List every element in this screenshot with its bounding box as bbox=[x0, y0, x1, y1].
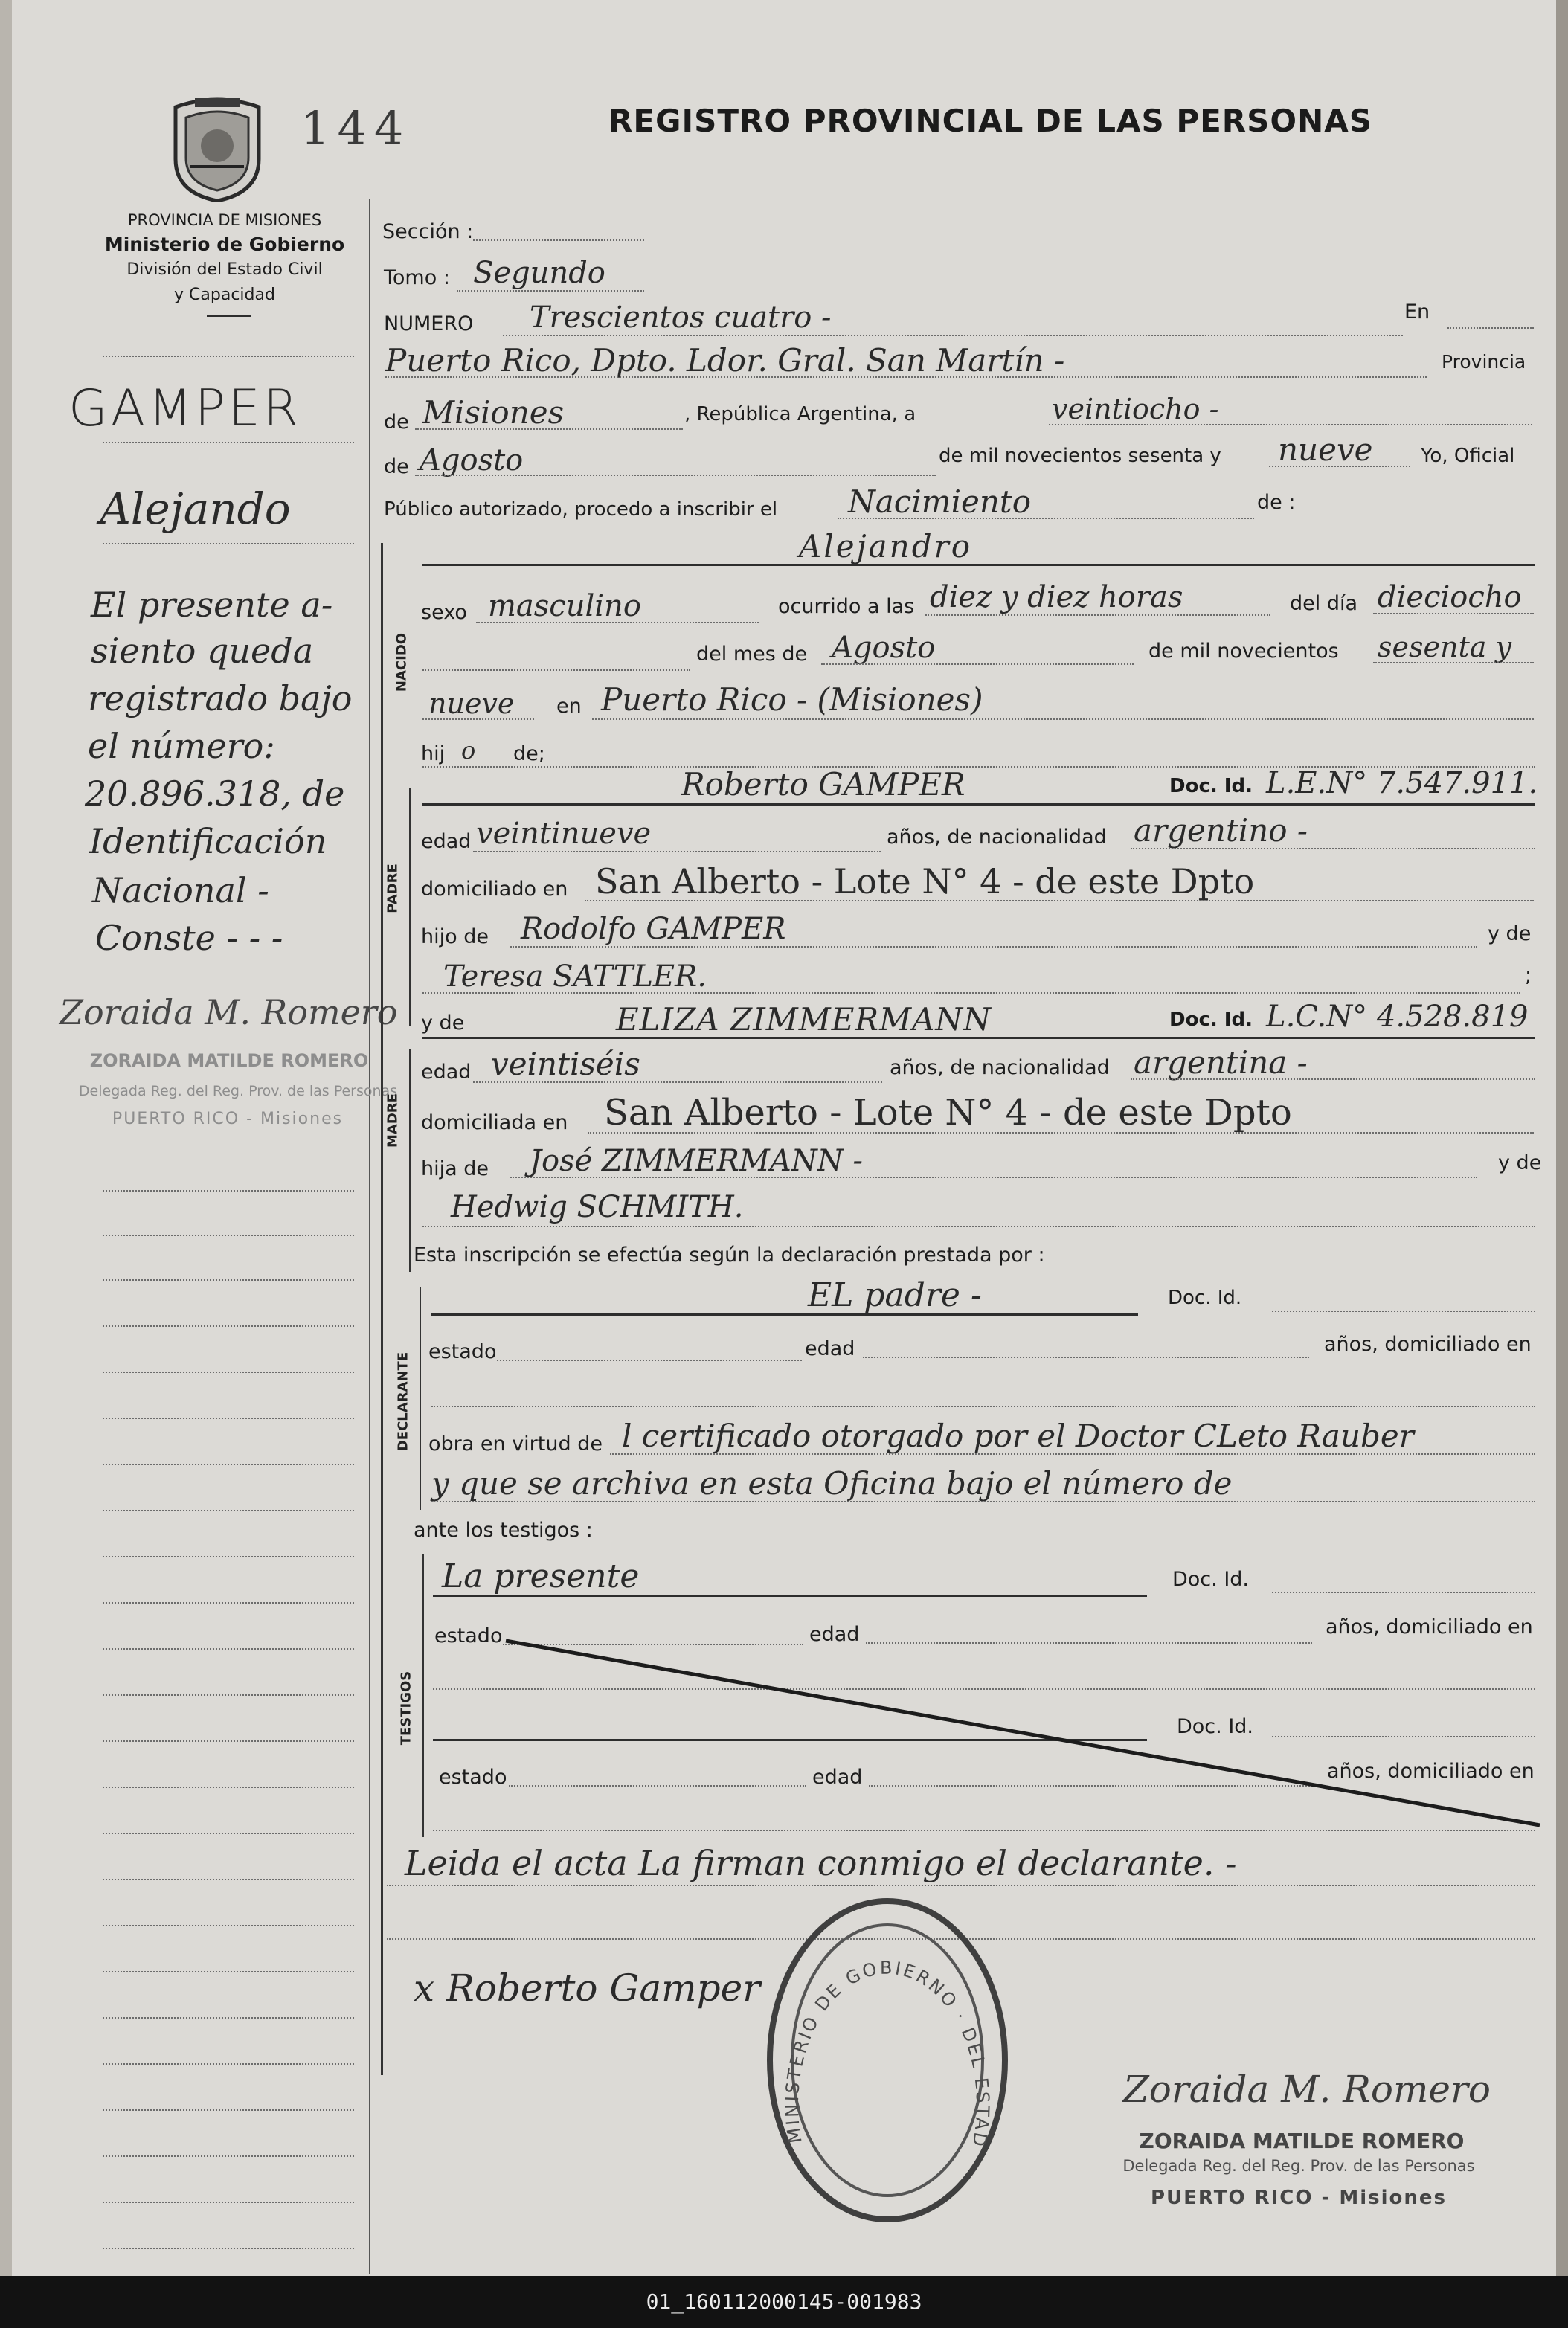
office-line-3: División del Estado Civil bbox=[126, 260, 323, 279]
act-value: Nacimiento bbox=[848, 483, 1032, 520]
margin-note-1: El presente a- bbox=[91, 585, 333, 625]
margin-note-7: Nacional - bbox=[92, 870, 269, 910]
obra-label: obra en virtud de bbox=[428, 1433, 603, 1456]
declarante-doc-label: Doc. Id. bbox=[1168, 1287, 1242, 1309]
office-line-4: y Capacidad bbox=[174, 286, 275, 304]
padre-doc-label: Doc. Id. bbox=[1169, 775, 1253, 797]
closing-statement: Leida el acta La firman conmigo el declarante. - bbox=[405, 1843, 1237, 1883]
anio-label: de mil novecientos bbox=[1148, 640, 1339, 663]
margin-signature: Zoraida M. Romero bbox=[60, 992, 398, 1032]
margin-surname: GAMPER bbox=[68, 379, 302, 438]
padre-name: Roberto GAMPER bbox=[681, 766, 965, 803]
margin-stamp-line-2: Delegada Reg. del Reg. Prov. de las Personas bbox=[78, 1083, 398, 1099]
mes-value: Agosto bbox=[832, 631, 936, 665]
margin-note-5: 20.896.318, de bbox=[85, 774, 345, 814]
testigos-intro: ante los testigos : bbox=[414, 1519, 593, 1542]
madre-father-value: José ZIMMERMANN - bbox=[530, 1144, 863, 1178]
hij-value: o bbox=[461, 736, 476, 765]
margin-note-6: Identificación bbox=[89, 821, 327, 861]
padre-dom-value: San Alberto - Lote N° 4 - de este Dpto bbox=[595, 861, 1255, 901]
padre-mother-value: Teresa SATTLER. bbox=[443, 959, 707, 994]
image-id-text: 01_160112000145-001983 bbox=[646, 2289, 922, 2314]
provincia-label: Provincia bbox=[1442, 351, 1526, 373]
madre-doc-value: L.C.N° 4.528.819 bbox=[1266, 1000, 1529, 1034]
testigos-doc-label: Doc. Id. bbox=[1172, 1568, 1250, 1591]
testigos-edad-label-2: edad bbox=[812, 1766, 863, 1789]
numero-label: NUMERO bbox=[384, 312, 474, 335]
padre-edad-label: edad bbox=[421, 830, 472, 853]
lugar-value: Puerto Rico - (Misiones) bbox=[601, 681, 983, 718]
page-number: 144 bbox=[301, 101, 411, 155]
padre-doc-value: L.E.N° 7.547.911. bbox=[1266, 766, 1538, 800]
sexo-label: sexo bbox=[421, 601, 467, 624]
child-name: Alejandro bbox=[799, 528, 972, 565]
hour-value: diez y diez horas bbox=[930, 580, 1183, 614]
sexo-value: masculino bbox=[488, 589, 641, 623]
image-id-footer bbox=[0, 2276, 1568, 2328]
seccion-label: Sección : bbox=[382, 220, 474, 243]
obra-value-2: y que se archiva en esta Oficina bajo el número de bbox=[431, 1465, 1233, 1502]
de-colon-label: de : bbox=[1257, 491, 1296, 514]
testigos-doc-label-2: Doc. Id. bbox=[1177, 1715, 1254, 1738]
anio-value-2: nueve bbox=[428, 687, 515, 720]
margin-stamp-line-1: ZORAIDA MATILDE ROMERO bbox=[89, 1050, 369, 1071]
testigos-estado-label-2: estado bbox=[439, 1766, 507, 1789]
officer-stamp-line-1: ZORAIDA MATILDE ROMERO bbox=[1139, 2129, 1465, 2153]
province-value: Misiones bbox=[422, 394, 565, 431]
testigos-estado-label: estado bbox=[434, 1624, 503, 1647]
de-label: de bbox=[384, 411, 409, 434]
padre-dom-label: domiciliado en bbox=[421, 878, 568, 901]
madre-section-label: MADRE bbox=[385, 1093, 401, 1148]
declarante-intro: Esta inscripción se efectúa según la declaración prestada por : bbox=[414, 1244, 1045, 1267]
margin-note-3: registrado bajo bbox=[88, 678, 353, 718]
declarante-name: EL padre - bbox=[808, 1276, 982, 1314]
declarante-estado-label: estado bbox=[428, 1340, 497, 1363]
round-stamp-text: MINISTERIO DE GOBIERNO · DEL ESTAD bbox=[781, 1957, 994, 2150]
tomo-label: Tomo : bbox=[384, 266, 450, 289]
madre-nac-label: años, de nacionalidad bbox=[890, 1056, 1110, 1079]
margin-note-4: el número: bbox=[88, 726, 275, 766]
tomo-value: Segundo bbox=[473, 256, 605, 290]
padre-nac-label: años, de nacionalidad bbox=[887, 826, 1107, 849]
madre-doc-label: Doc. Id. bbox=[1169, 1009, 1253, 1031]
testigos-section-label: TESTIGOS bbox=[398, 1671, 414, 1746]
anio-value-1: sesenta y bbox=[1378, 631, 1511, 663]
dia-value: dieciocho bbox=[1378, 580, 1522, 614]
madre-yde2-label: y de bbox=[1498, 1151, 1542, 1174]
madre-hija-label: hija de bbox=[421, 1157, 489, 1180]
month-value: Agosto bbox=[420, 443, 524, 478]
year-label: de mil novecientos sesenta y bbox=[939, 445, 1221, 467]
madre-dom-label: domiciliada en bbox=[421, 1111, 568, 1134]
margin-note-2: siento queda bbox=[91, 631, 314, 671]
officer-stamp-line-3: PUERTO RICO - Misiones bbox=[1150, 2187, 1447, 2209]
mes-label: del mes de bbox=[696, 643, 808, 666]
officer-signature: Zoraida M. Romero bbox=[1123, 2068, 1491, 2111]
testigos-edad-label: edad bbox=[809, 1623, 860, 1646]
republica-label: , República Argentina, a bbox=[684, 403, 916, 425]
padre-hijo-label: hijo de bbox=[421, 925, 489, 948]
hij-label: hij bbox=[421, 742, 446, 765]
testigos-anios-label: años, domiciliado en bbox=[1326, 1615, 1533, 1639]
padre-nac-value: argentino - bbox=[1134, 812, 1308, 849]
de-nacido-label: de; bbox=[513, 742, 545, 765]
margin-note-8: Conste - - - bbox=[95, 918, 283, 958]
nacido-section-label: NACIDO bbox=[393, 632, 410, 692]
day-value: veintiocho - bbox=[1052, 393, 1219, 425]
declarant-signature: x Roberto Gamper bbox=[414, 1967, 761, 2010]
margin-stamp-line-3: PUERTO RICO - Misiones bbox=[112, 1110, 344, 1128]
declarante-section-label: DECLARANTE bbox=[395, 1351, 411, 1452]
madre-name: ELIZA ZIMMERMANN bbox=[616, 1001, 992, 1038]
officer-stamp-line-2: Delegada Reg. del Reg. Prov. de las Personas bbox=[1122, 2157, 1475, 2175]
padre-yde-label: y de bbox=[1488, 922, 1532, 945]
padre-edad-value: veintinueve bbox=[476, 817, 652, 851]
testigos-anios-label-2: años, domiciliado en bbox=[1327, 1760, 1535, 1783]
padre-semicolon: ; bbox=[1525, 964, 1532, 987]
en-nacido-label: en bbox=[556, 695, 582, 718]
page-title: REGISTRO PROVINCIAL DE LAS PERSONAS bbox=[608, 103, 1373, 139]
witness-1: La presente bbox=[442, 1557, 640, 1595]
round-official-stamp bbox=[757, 1889, 1018, 2231]
madre-edad-label: edad bbox=[421, 1061, 472, 1084]
madre-dom-value: San Alberto - Lote N° 4 - de este Dpto bbox=[604, 1092, 1292, 1134]
declarante-edad-label: edad bbox=[805, 1337, 855, 1360]
publico-label: Público autorizado, procedo a inscribir el bbox=[384, 498, 778, 521]
place-value: Puerto Rico, Dpto. Ldor. Gral. San Martín - bbox=[385, 342, 1065, 379]
svg-text:MINISTERIO DE GOBIERNO · DEL E bbox=[757, 1889, 993, 2150]
ocurrido-label: ocurrido a las bbox=[778, 595, 915, 618]
declarante-anios-label: años, domiciliado en bbox=[1324, 1333, 1532, 1356]
year-value: nueve bbox=[1278, 431, 1373, 468]
en-label: En bbox=[1404, 300, 1430, 324]
oficial-label: Yo, Oficial bbox=[1421, 445, 1515, 467]
dia-label: del día bbox=[1290, 592, 1358, 615]
margin-given-name: Alejando bbox=[100, 483, 291, 534]
madre-mother-value: Hedwig SCHMITH. bbox=[451, 1190, 744, 1224]
de-label-2: de bbox=[384, 455, 409, 478]
obra-value: l certificado otorgado por el Doctor CLeto Rauber bbox=[622, 1418, 1414, 1454]
madre-yde-label: y de bbox=[421, 1012, 465, 1035]
madre-nac-value: argentina - bbox=[1134, 1044, 1308, 1081]
office-line-2: Ministerio de Gobierno bbox=[104, 234, 345, 255]
madre-edad-value: veintiséis bbox=[491, 1046, 640, 1082]
closing-line-1 bbox=[387, 1885, 1535, 1886]
padre-section-label: PADRE bbox=[385, 864, 401, 913]
padre-father-value: Rodolfo GAMPER bbox=[521, 912, 786, 946]
numero-value: Trescientos cuatro - bbox=[530, 300, 832, 335]
office-line-1: PROVINCIA DE MISIONES bbox=[127, 211, 322, 229]
